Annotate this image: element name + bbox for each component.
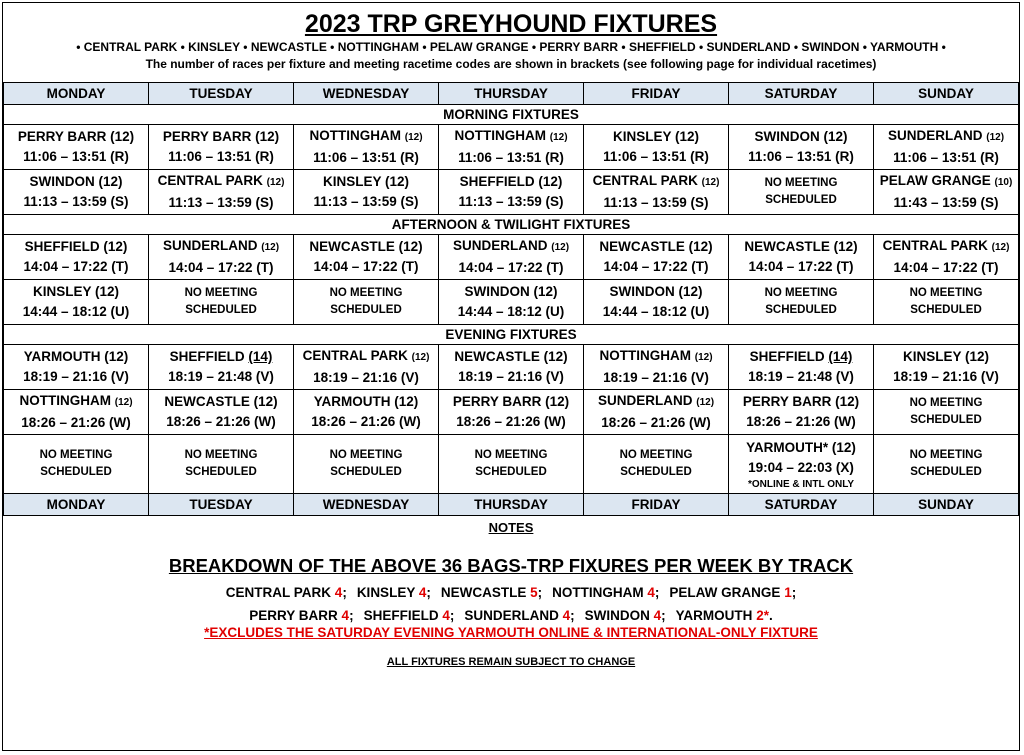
fixture-track-line	[149, 392, 293, 412]
race-count: (14)	[248, 349, 273, 364]
fixture-row	[4, 280, 1019, 325]
breakdown-track: PERRY BARR	[249, 608, 338, 623]
fixture-track-line	[149, 347, 293, 367]
fixtures-table	[3, 82, 1019, 516]
fixture-track-line	[439, 347, 583, 367]
fixture-track-line	[874, 236, 1018, 258]
no-meeting-text: NO MEETING	[329, 449, 403, 461]
race-count: (12)	[110, 129, 135, 144]
race-count: (12)	[823, 129, 848, 144]
fixture-track-line	[294, 346, 438, 368]
breakdown-count: 4	[442, 608, 450, 623]
scheduled-text: SCHEDULED	[765, 194, 837, 206]
track-name: KINSLEY	[612, 129, 672, 144]
fixture-track-line	[729, 347, 873, 367]
track-name: SWINDON	[464, 284, 530, 299]
race-times: 18:19 – 21:16 (V)	[893, 369, 999, 384]
fixture-track-line	[584, 127, 728, 147]
track-name: KINSLEY	[322, 174, 382, 189]
breakdown-count: 1	[784, 585, 792, 600]
track-name: PERRY BARR	[452, 394, 542, 409]
subject-to-change-note: ALL FIXTURES REMAIN SUBJECT TO CHANGE	[386, 656, 636, 668]
no-meeting-text: NO MEETING	[474, 449, 548, 461]
race-times: 14:04 – 17:22 (T)	[603, 259, 709, 274]
info-line: The number of races per fixture and meeting racetime codes are shown in brackets (see following page for individual racetimes)	[145, 57, 877, 71]
fixture-track-line	[584, 171, 728, 193]
race-times: 11:06 – 13:51 (R)	[603, 149, 709, 164]
fixture-cell	[584, 345, 729, 390]
track-name: CENTRAL PARK	[157, 173, 263, 188]
breakdown-item: PERRY BARR 4;	[249, 608, 354, 623]
fixture-row	[4, 125, 1019, 170]
race-times: 14:44 – 18:12 (U)	[22, 304, 130, 319]
no-meeting-cell	[294, 280, 439, 325]
fixture-track-line	[874, 171, 1018, 193]
no-meeting-text: NO MEETING	[764, 177, 838, 189]
exclusion-note: *EXCLUDES THE SATURDAY EVENING YARMOUTH ONLINE & INTERNATIONAL-ONLY FIXTURE	[204, 625, 818, 640]
section-label: AFTERNOON & TWILIGHT FIXTURES	[4, 215, 1019, 235]
race-count: (12)	[835, 394, 860, 409]
fixture-cell	[294, 345, 439, 390]
race-times: 18:19 – 21:48 (V)	[748, 369, 854, 384]
fixture-track-line	[584, 282, 728, 302]
no-meeting-cell	[874, 390, 1019, 435]
breakdown-item: NEWCASTLE 5;	[440, 585, 543, 600]
breakdown-item: SWINDON 4;	[584, 608, 666, 623]
track-name: PERRY BARR	[162, 129, 252, 144]
race-times: 18:26 – 21:26 (W)	[311, 414, 421, 429]
no-meeting-cell	[874, 280, 1019, 325]
race-count: (12)	[678, 284, 703, 299]
scheduled-text: SCHEDULED	[185, 466, 257, 478]
fixture-track-line	[439, 126, 583, 148]
fixture-cell	[729, 435, 874, 494]
fixture-row	[4, 345, 1019, 390]
fixture-track-line	[294, 237, 438, 257]
track-name: SWINDON	[754, 129, 820, 144]
fixture-cell	[584, 170, 729, 215]
fixture-track-line	[4, 127, 148, 147]
race-times: 11:43 – 13:59 (S)	[893, 195, 999, 210]
fixture-track-line	[294, 126, 438, 148]
fixture-track-line	[4, 172, 148, 192]
track-name: SWINDON	[29, 174, 95, 189]
fixture-cell	[4, 170, 149, 215]
race-times: 14:04 – 17:22 (T)	[168, 260, 274, 275]
fixture-cell	[729, 235, 874, 280]
race-times: 11:06 – 13:51 (R)	[23, 149, 129, 164]
race-count: (12)	[543, 349, 568, 364]
no-meeting-text: NO MEETING	[909, 397, 983, 409]
breakdown-count: 4	[653, 608, 662, 623]
day-header-tuesday: TUESDAY	[149, 494, 294, 516]
fixture-cell	[439, 235, 584, 280]
breakdown-line-2	[3, 608, 1019, 623]
no-meeting-text: NO MEETING	[329, 287, 403, 299]
fixture-cell	[149, 345, 294, 390]
day-header-friday: FRIDAY	[584, 494, 729, 516]
fixture-cell	[729, 345, 874, 390]
fixture-cell	[149, 390, 294, 435]
breakdown-count: 5	[530, 585, 538, 600]
fixture-cell	[874, 345, 1019, 390]
fixture-cell	[584, 125, 729, 170]
breakdown-count: 4	[647, 585, 655, 600]
race-times: 18:19 – 21:16 (V)	[23, 369, 129, 384]
track-name: SHEFFIELD	[749, 349, 825, 364]
race-times: 14:04 – 17:22 (T)	[893, 260, 999, 275]
track-name: SUNDERLAND	[162, 238, 258, 253]
day-header-row-top	[4, 83, 1019, 105]
fixture-track-line	[584, 237, 728, 257]
track-name: NOTTINGHAM	[599, 348, 691, 363]
breakdown-item: NOTTINGHAM 4;	[552, 585, 660, 600]
track-name: SUNDERLAND	[597, 393, 693, 408]
race-times: 14:44 – 18:12 (U)	[602, 304, 710, 319]
no-meeting-cell	[439, 435, 584, 494]
breakdown-track: SUNDERLAND	[464, 608, 559, 623]
race-count: (14)	[828, 349, 853, 364]
fixture-cell	[4, 235, 149, 280]
race-times: 11:06 – 13:51 (R)	[313, 150, 419, 165]
day-header-friday: FRIDAY	[584, 83, 729, 105]
race-times: 11:13 – 13:59 (S)	[603, 195, 709, 210]
track-name: YARMOUTH	[313, 394, 391, 409]
section-label: MORNING FIXTURES	[4, 105, 1019, 125]
fixture-cell	[584, 280, 729, 325]
fixture-track-line	[149, 171, 293, 193]
race-count: (12)	[95, 284, 120, 299]
breakdown-track: YARMOUTH	[675, 608, 753, 623]
fixture-cell	[729, 125, 874, 170]
race-times: 19:04 – 22:03 (X)	[748, 459, 854, 475]
race-count: (12)	[965, 349, 990, 364]
fixture-track-line	[439, 236, 583, 258]
race-count: (12)	[261, 242, 280, 253]
track-name: NEWCASTLE	[309, 239, 395, 254]
race-times: 18:19 – 21:16 (V)	[458, 369, 564, 384]
no-meeting-text: NO MEETING	[184, 287, 258, 299]
fixture-cell	[294, 235, 439, 280]
fixture-track-line	[584, 346, 728, 368]
breakdown-track: SHEFFIELD	[363, 608, 439, 623]
scheduled-text: SCHEDULED	[475, 466, 547, 478]
fixture-track-line	[439, 392, 583, 412]
race-times: 14:04 – 17:22 (T)	[313, 259, 419, 274]
fixture-cell	[4, 280, 149, 325]
breakdown-line-1	[3, 585, 1019, 600]
fixture-cell	[294, 390, 439, 435]
day-header-wednesday: WEDNESDAY	[294, 494, 439, 516]
tracks-line: • CENTRAL PARK • KINSLEY • NEWCASTLE • NOTTINGHAM • PELAW GRANGE • PERRY BARR • SHEFFIELD • SUNDERLAND • SWINDON • YARMOUTH •	[76, 40, 946, 54]
day-header-monday: MONDAY	[4, 494, 149, 516]
no-meeting-text: NO MEETING	[619, 449, 693, 461]
notes-section	[3, 520, 1019, 668]
day-header-monday: MONDAY	[4, 83, 149, 105]
track-name: KINSLEY	[32, 284, 92, 299]
race-count: (12)	[675, 129, 700, 144]
breakdown-heading: BREAKDOWN OF THE ABOVE 36 BAGS-TRP FIXURES PER WEEK BY TRACK	[168, 555, 854, 576]
race-count: (12)	[549, 132, 568, 143]
fixture-row	[4, 390, 1019, 435]
fixture-track-line	[439, 172, 583, 192]
scheduled-text: SCHEDULED	[620, 466, 692, 478]
race-times: 11:13 – 13:59 (S)	[313, 194, 419, 209]
race-count: (12)	[394, 394, 419, 409]
track-name: YARMOUTH*	[746, 439, 829, 455]
race-count: (12)	[398, 239, 423, 254]
no-meeting-cell	[4, 435, 149, 494]
breakdown-end: .	[768, 608, 773, 623]
day-header-sunday: SUNDAY	[874, 83, 1019, 105]
fixture-track-line	[149, 127, 293, 147]
no-meeting-cell	[729, 170, 874, 215]
race-times: 14:44 – 18:12 (U)	[457, 304, 565, 319]
no-meeting-text: NO MEETING	[764, 287, 838, 299]
track-name: NOTTINGHAM	[454, 128, 546, 143]
no-meeting-text: NO MEETING	[909, 449, 983, 461]
day-header-wednesday: WEDNESDAY	[294, 83, 439, 105]
fixture-cell	[874, 235, 1019, 280]
fixture-track-line	[584, 391, 728, 413]
fixture-cell	[874, 125, 1019, 170]
race-times: 11:06 – 13:51 (R)	[748, 149, 854, 164]
race-count: (12)	[98, 174, 123, 189]
fixture-track-line	[149, 236, 293, 258]
fixture-cell	[149, 125, 294, 170]
breakdown-item	[676, 608, 773, 623]
fixture-track-line	[4, 282, 148, 302]
section-row	[4, 325, 1019, 345]
fixture-row	[4, 435, 1019, 494]
track-name: NEWCASTLE	[599, 239, 685, 254]
race-count: (12)	[831, 439, 856, 455]
race-times: 18:19 – 21:16 (V)	[603, 370, 709, 385]
race-times: 14:04 – 17:22 (T)	[458, 260, 564, 275]
fixture-cell	[439, 170, 584, 215]
scheduled-text: SCHEDULED	[330, 304, 402, 316]
day-header-thursday: THURSDAY	[439, 494, 584, 516]
race-count: (12)	[538, 174, 563, 189]
fixture-track-line	[729, 438, 873, 458]
track-name: NEWCASTLE	[454, 349, 540, 364]
fixture-track-line	[294, 172, 438, 192]
race-times: 18:19 – 21:16 (V)	[313, 370, 419, 385]
breakdown-count: 4	[334, 585, 343, 600]
no-meeting-cell	[874, 435, 1019, 494]
breakdown-track: SWINDON	[584, 608, 650, 623]
no-meeting-cell	[294, 435, 439, 494]
breakdown-item: PELAW GRANGE 1;	[669, 585, 797, 600]
no-meeting-cell	[149, 435, 294, 494]
track-name: PELAW GRANGE	[879, 173, 991, 188]
fixture-track-line	[4, 237, 148, 257]
scheduled-text: SCHEDULED	[330, 466, 402, 478]
race-count: (12)	[991, 242, 1010, 253]
fixture-cell	[584, 235, 729, 280]
day-header-thursday: THURSDAY	[439, 83, 584, 105]
fixture-track-line	[729, 392, 873, 412]
no-meeting-cell	[584, 435, 729, 494]
fixture-cell	[4, 125, 149, 170]
fixture-track-line	[874, 347, 1018, 367]
fixture-track-line	[439, 282, 583, 302]
track-name: CENTRAL PARK	[302, 348, 408, 363]
race-count: (12)	[551, 242, 570, 253]
race-count: (12)	[103, 239, 128, 254]
race-times: 18:19 – 21:48 (V)	[168, 369, 274, 384]
track-name: SHEFFIELD	[169, 349, 245, 364]
race-times: 11:13 – 13:59 (S)	[458, 194, 564, 209]
race-count: (10)	[994, 177, 1013, 188]
scheduled-text: SCHEDULED	[185, 304, 257, 316]
fixture-cell	[149, 170, 294, 215]
fixture-cell	[4, 390, 149, 435]
fixture-cell	[294, 125, 439, 170]
race-times: 11:06 – 13:51 (R)	[168, 149, 274, 164]
track-name: NEWCASTLE	[164, 394, 250, 409]
breakdown-track: NOTTINGHAM	[552, 585, 644, 600]
fixture-cell	[149, 235, 294, 280]
race-count: (12)	[694, 352, 713, 363]
fixture-cell	[439, 390, 584, 435]
track-name: SUNDERLAND	[887, 128, 983, 143]
section-label: EVENING FIXTURES	[4, 325, 1019, 345]
track-name: YARMOUTH	[23, 349, 101, 364]
scheduled-text: SCHEDULED	[765, 304, 837, 316]
no-meeting-text: NO MEETING	[39, 449, 113, 461]
fixture-track-line	[4, 347, 148, 367]
race-times: 14:04 – 17:22 (T)	[748, 259, 854, 274]
fixture-track-line	[294, 392, 438, 412]
track-name: SUNDERLAND	[452, 238, 548, 253]
scheduled-text: SCHEDULED	[910, 304, 982, 316]
race-times: 11:13 – 13:59 (S)	[168, 195, 274, 210]
fixture-cell	[584, 390, 729, 435]
track-name: NOTTINGHAM	[309, 128, 401, 143]
scheduled-text: SCHEDULED	[910, 466, 982, 478]
notes-heading: NOTES	[488, 520, 534, 535]
race-count: (12)	[385, 174, 410, 189]
fixture-cell	[874, 170, 1019, 215]
no-meeting-cell	[729, 280, 874, 325]
day-header-saturday: SATURDAY	[729, 83, 874, 105]
track-name: CENTRAL PARK	[882, 238, 988, 253]
race-count: (12)	[688, 239, 713, 254]
race-count: (12)	[701, 177, 720, 188]
scheduled-text: SCHEDULED	[40, 466, 112, 478]
race-count: (12)	[696, 397, 715, 408]
fixture-cell	[439, 125, 584, 170]
breakdown-item: KINSLEY 4;	[356, 585, 431, 600]
no-meeting-text: NO MEETING	[184, 449, 258, 461]
breakdown-track: CENTRAL PARK	[225, 585, 332, 600]
race-count: (12)	[104, 349, 129, 364]
day-header-sunday: SUNDAY	[874, 494, 1019, 516]
track-name: NEWCASTLE	[744, 239, 830, 254]
race-count: (12)	[833, 239, 858, 254]
race-times: 18:26 – 21:26 (W)	[456, 414, 566, 429]
race-times: 18:26 – 21:26 (W)	[166, 414, 276, 429]
fixture-row	[4, 235, 1019, 280]
no-meeting-text: NO MEETING	[909, 287, 983, 299]
track-name: SHEFFIELD	[459, 174, 535, 189]
breakdown-count: 4	[562, 608, 571, 623]
track-name: NOTTINGHAM	[19, 393, 111, 408]
race-times: 18:26 – 21:26 (W)	[746, 414, 856, 429]
fixture-track-line	[729, 127, 873, 147]
breakdown-track: KINSLEY	[356, 585, 416, 600]
race-times: 11:06 – 13:51 (R)	[458, 150, 564, 165]
race-count: (12)	[411, 352, 430, 363]
breakdown-track: NEWCASTLE	[440, 585, 527, 600]
breakdown-count: 4	[341, 608, 350, 623]
track-name: SHEFFIELD	[24, 239, 100, 254]
track-name: SWINDON	[609, 284, 675, 299]
fixture-cell	[294, 170, 439, 215]
day-header-tuesday: TUESDAY	[149, 83, 294, 105]
breakdown-item: SHEFFIELD 4;	[363, 608, 455, 623]
section-row	[4, 105, 1019, 125]
race-times: 11:13 – 13:59 (S)	[23, 194, 129, 209]
track-name: PERRY BARR	[742, 394, 832, 409]
fixture-track-line	[4, 391, 148, 413]
fixture-cell	[729, 390, 874, 435]
race-count: (12)	[114, 397, 133, 408]
fixture-row	[4, 170, 1019, 215]
breakdown-item: CENTRAL PARK 4;	[225, 585, 347, 600]
race-count: (12)	[266, 177, 285, 188]
page-title: 2023 TRP GREYHOUND FIXTURES	[304, 10, 718, 38]
day-header-row-bottom	[4, 494, 1019, 516]
breakdown-item: SUNDERLAND 4;	[464, 608, 575, 623]
track-name: PERRY BARR	[17, 129, 107, 144]
track-name: CENTRAL PARK	[592, 173, 698, 188]
race-times: 18:26 – 21:26 (W)	[601, 415, 711, 430]
race-count: (12)	[545, 394, 570, 409]
race-times: 18:26 – 21:26 (W)	[21, 415, 131, 430]
race-count: (12)	[986, 132, 1005, 143]
day-header-saturday: SATURDAY	[729, 494, 874, 516]
fixture-track-line	[729, 237, 873, 257]
no-meeting-cell	[149, 280, 294, 325]
fixture-cell	[439, 345, 584, 390]
section-row	[4, 215, 1019, 235]
race-times: 11:06 – 13:51 (R)	[893, 150, 999, 165]
breakdown-count: 4	[418, 585, 427, 600]
race-count: (12)	[404, 132, 423, 143]
fixtures-page	[2, 2, 1020, 751]
fixture-cell	[439, 280, 584, 325]
track-name: KINSLEY	[902, 349, 962, 364]
scheduled-text: SCHEDULED	[910, 414, 982, 426]
fixture-note: *ONLINE & INTL ONLY	[747, 478, 855, 490]
breakdown-count: 2*	[756, 608, 769, 623]
fixture-track-line	[874, 126, 1018, 148]
race-count: (12)	[253, 394, 278, 409]
breakdown-track: PELAW GRANGE	[669, 585, 781, 600]
race-count: (12)	[255, 129, 280, 144]
fixture-cell	[4, 345, 149, 390]
race-times: 14:04 – 17:22 (T)	[23, 259, 129, 274]
race-count: (12)	[533, 284, 558, 299]
